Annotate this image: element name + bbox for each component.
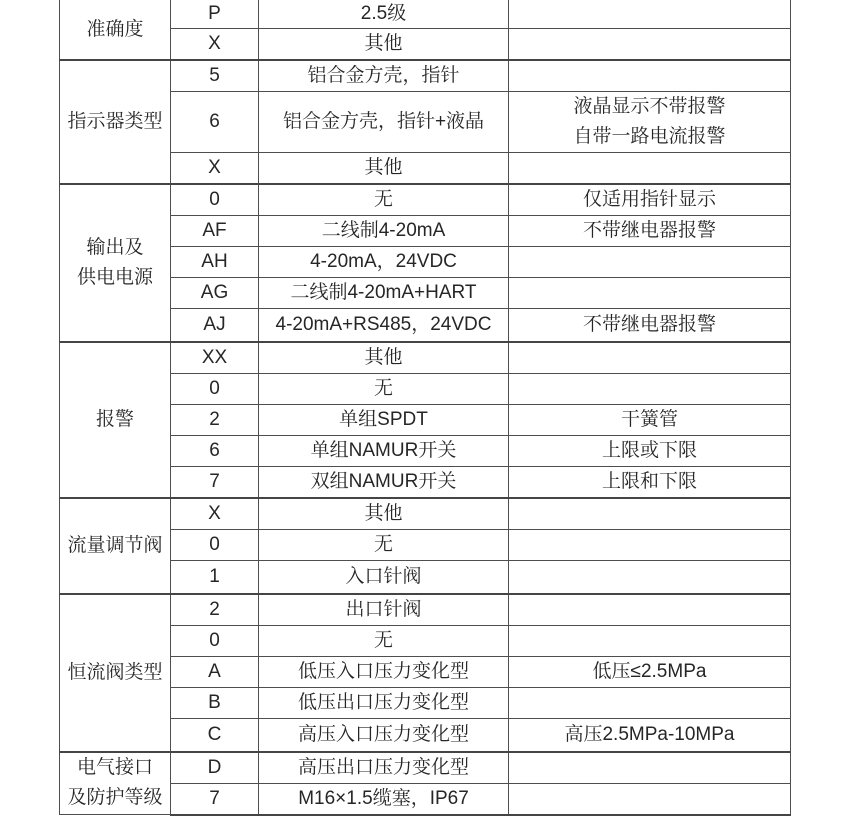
desc-cell: 低压入口压力变化型	[259, 656, 509, 687]
category-line: 输出及	[86, 236, 144, 258]
code-cell: AG	[171, 277, 259, 308]
desc-cell: 其他	[259, 498, 509, 530]
desc-cell: 无	[259, 184, 509, 216]
section-electrical-interface-protection	[60, 752, 791, 815]
note-cell	[509, 246, 791, 277]
note-cell	[509, 152, 791, 184]
note-cell	[509, 342, 791, 374]
code-cell: 0	[171, 529, 259, 560]
desc-cell: 铝合金方壳，指针+液晶	[259, 91, 509, 152]
desc-cell: 其他	[259, 28, 509, 60]
note-cell	[509, 277, 791, 308]
desc-cell: 二线制4-20mA+HART	[259, 277, 509, 308]
note-cell	[509, 60, 791, 92]
desc-cell: 4-20mA+RS485，24VDC	[259, 308, 509, 342]
note-cell	[509, 594, 791, 626]
desc-cell: 入口针阀	[259, 560, 509, 594]
category-line: 电气接口	[76, 757, 153, 779]
desc-cell: 其他	[259, 152, 509, 184]
code-cell: D	[171, 752, 259, 784]
table-row	[60, 498, 791, 530]
note-cell	[509, 0, 791, 28]
code-cell: P	[171, 0, 259, 28]
code-cell: 2	[171, 404, 259, 435]
code-cell: 0	[171, 373, 259, 404]
code-cell: 5	[171, 60, 259, 92]
category-cell	[60, 184, 171, 342]
note-cell	[509, 625, 791, 656]
code-cell: AH	[171, 246, 259, 277]
code-cell: B	[171, 687, 259, 718]
note-cell	[509, 91, 791, 152]
category-cell: 流量调节阀	[60, 498, 171, 594]
note-cell: 上限和下限	[509, 466, 791, 498]
section-accuracy	[60, 0, 791, 60]
desc-cell: 4-20mA，24VDC	[259, 246, 509, 277]
desc-cell: 铝合金方壳，指针	[259, 60, 509, 92]
table-row	[60, 184, 791, 216]
code-cell: 6	[171, 435, 259, 466]
code-cell: 6	[171, 91, 259, 152]
table-row	[60, 342, 791, 374]
note-line: 液晶显示不带报警	[573, 95, 726, 117]
code-cell: 1	[171, 560, 259, 594]
table-row	[60, 594, 791, 626]
desc-cell: 双组NAMUR开关	[259, 466, 509, 498]
note-cell	[509, 28, 791, 60]
category-line: 及防护等级	[67, 787, 163, 809]
note-cell	[509, 752, 791, 784]
note-cell: 不带继电器报警	[509, 308, 791, 342]
desc-cell: 单组SPDT	[259, 404, 509, 435]
category-cell: 报警	[60, 342, 171, 498]
note-cell	[509, 560, 791, 594]
note-cell	[509, 373, 791, 404]
section-output-power	[60, 184, 791, 342]
desc-cell: 单组NAMUR开关	[259, 435, 509, 466]
desc-cell: 无	[259, 625, 509, 656]
note-cell	[509, 498, 791, 530]
note-cell: 仅适用指针显示	[509, 184, 791, 216]
note-cell	[509, 687, 791, 718]
code-cell: X	[171, 152, 259, 184]
code-cell: XX	[171, 342, 259, 374]
note-cell: 高压2.5MPa-10MPa	[509, 718, 791, 752]
code-cell: AF	[171, 215, 259, 246]
table-row	[60, 752, 791, 784]
code-cell: 0	[171, 625, 259, 656]
section-constant-flow-valve-type	[60, 594, 791, 752]
note-cell	[509, 783, 791, 815]
code-cell: A	[171, 656, 259, 687]
code-cell: 0	[171, 184, 259, 216]
code-cell: X	[171, 498, 259, 530]
ordering-code-table	[59, 0, 791, 816]
section-flow-regulating-valve	[60, 498, 791, 594]
code-cell: AJ	[171, 308, 259, 342]
code-cell: C	[171, 718, 259, 752]
category-line: 供电电源	[76, 266, 153, 288]
desc-cell: 低压出口压力变化型	[259, 687, 509, 718]
code-cell: 2	[171, 594, 259, 626]
desc-cell: 高压出口压力变化型	[259, 752, 509, 784]
desc-cell: 2.5级	[259, 0, 509, 28]
spec-table-container	[59, 0, 791, 816]
code-cell: 7	[171, 466, 259, 498]
table-row	[60, 0, 791, 28]
desc-cell: 出口针阀	[259, 594, 509, 626]
desc-cell: 二线制4-20mA	[259, 215, 509, 246]
note-line: 自带一路电流报警	[573, 125, 726, 147]
section-alarm	[60, 342, 791, 498]
note-cell	[509, 529, 791, 560]
note-cell: 干簧管	[509, 404, 791, 435]
note-cell: 低压≤2.5MPa	[509, 656, 791, 687]
desc-cell: M16×1.5缆塞，IP67	[259, 783, 509, 815]
category-cell: 恒流阀类型	[60, 594, 171, 752]
category-cell	[60, 752, 171, 815]
desc-cell: 高压入口压力变化型	[259, 718, 509, 752]
note-cell: 不带继电器报警	[509, 215, 791, 246]
section-indicator-type	[60, 60, 791, 184]
note-cell: 上限或下限	[509, 435, 791, 466]
code-cell: X	[171, 28, 259, 60]
category-cell: 指示器类型	[60, 60, 171, 184]
desc-cell: 无	[259, 373, 509, 404]
desc-cell: 其他	[259, 342, 509, 374]
code-cell: 7	[171, 783, 259, 815]
table-row	[60, 60, 791, 92]
category-cell: 准确度	[60, 0, 171, 60]
desc-cell: 无	[259, 529, 509, 560]
